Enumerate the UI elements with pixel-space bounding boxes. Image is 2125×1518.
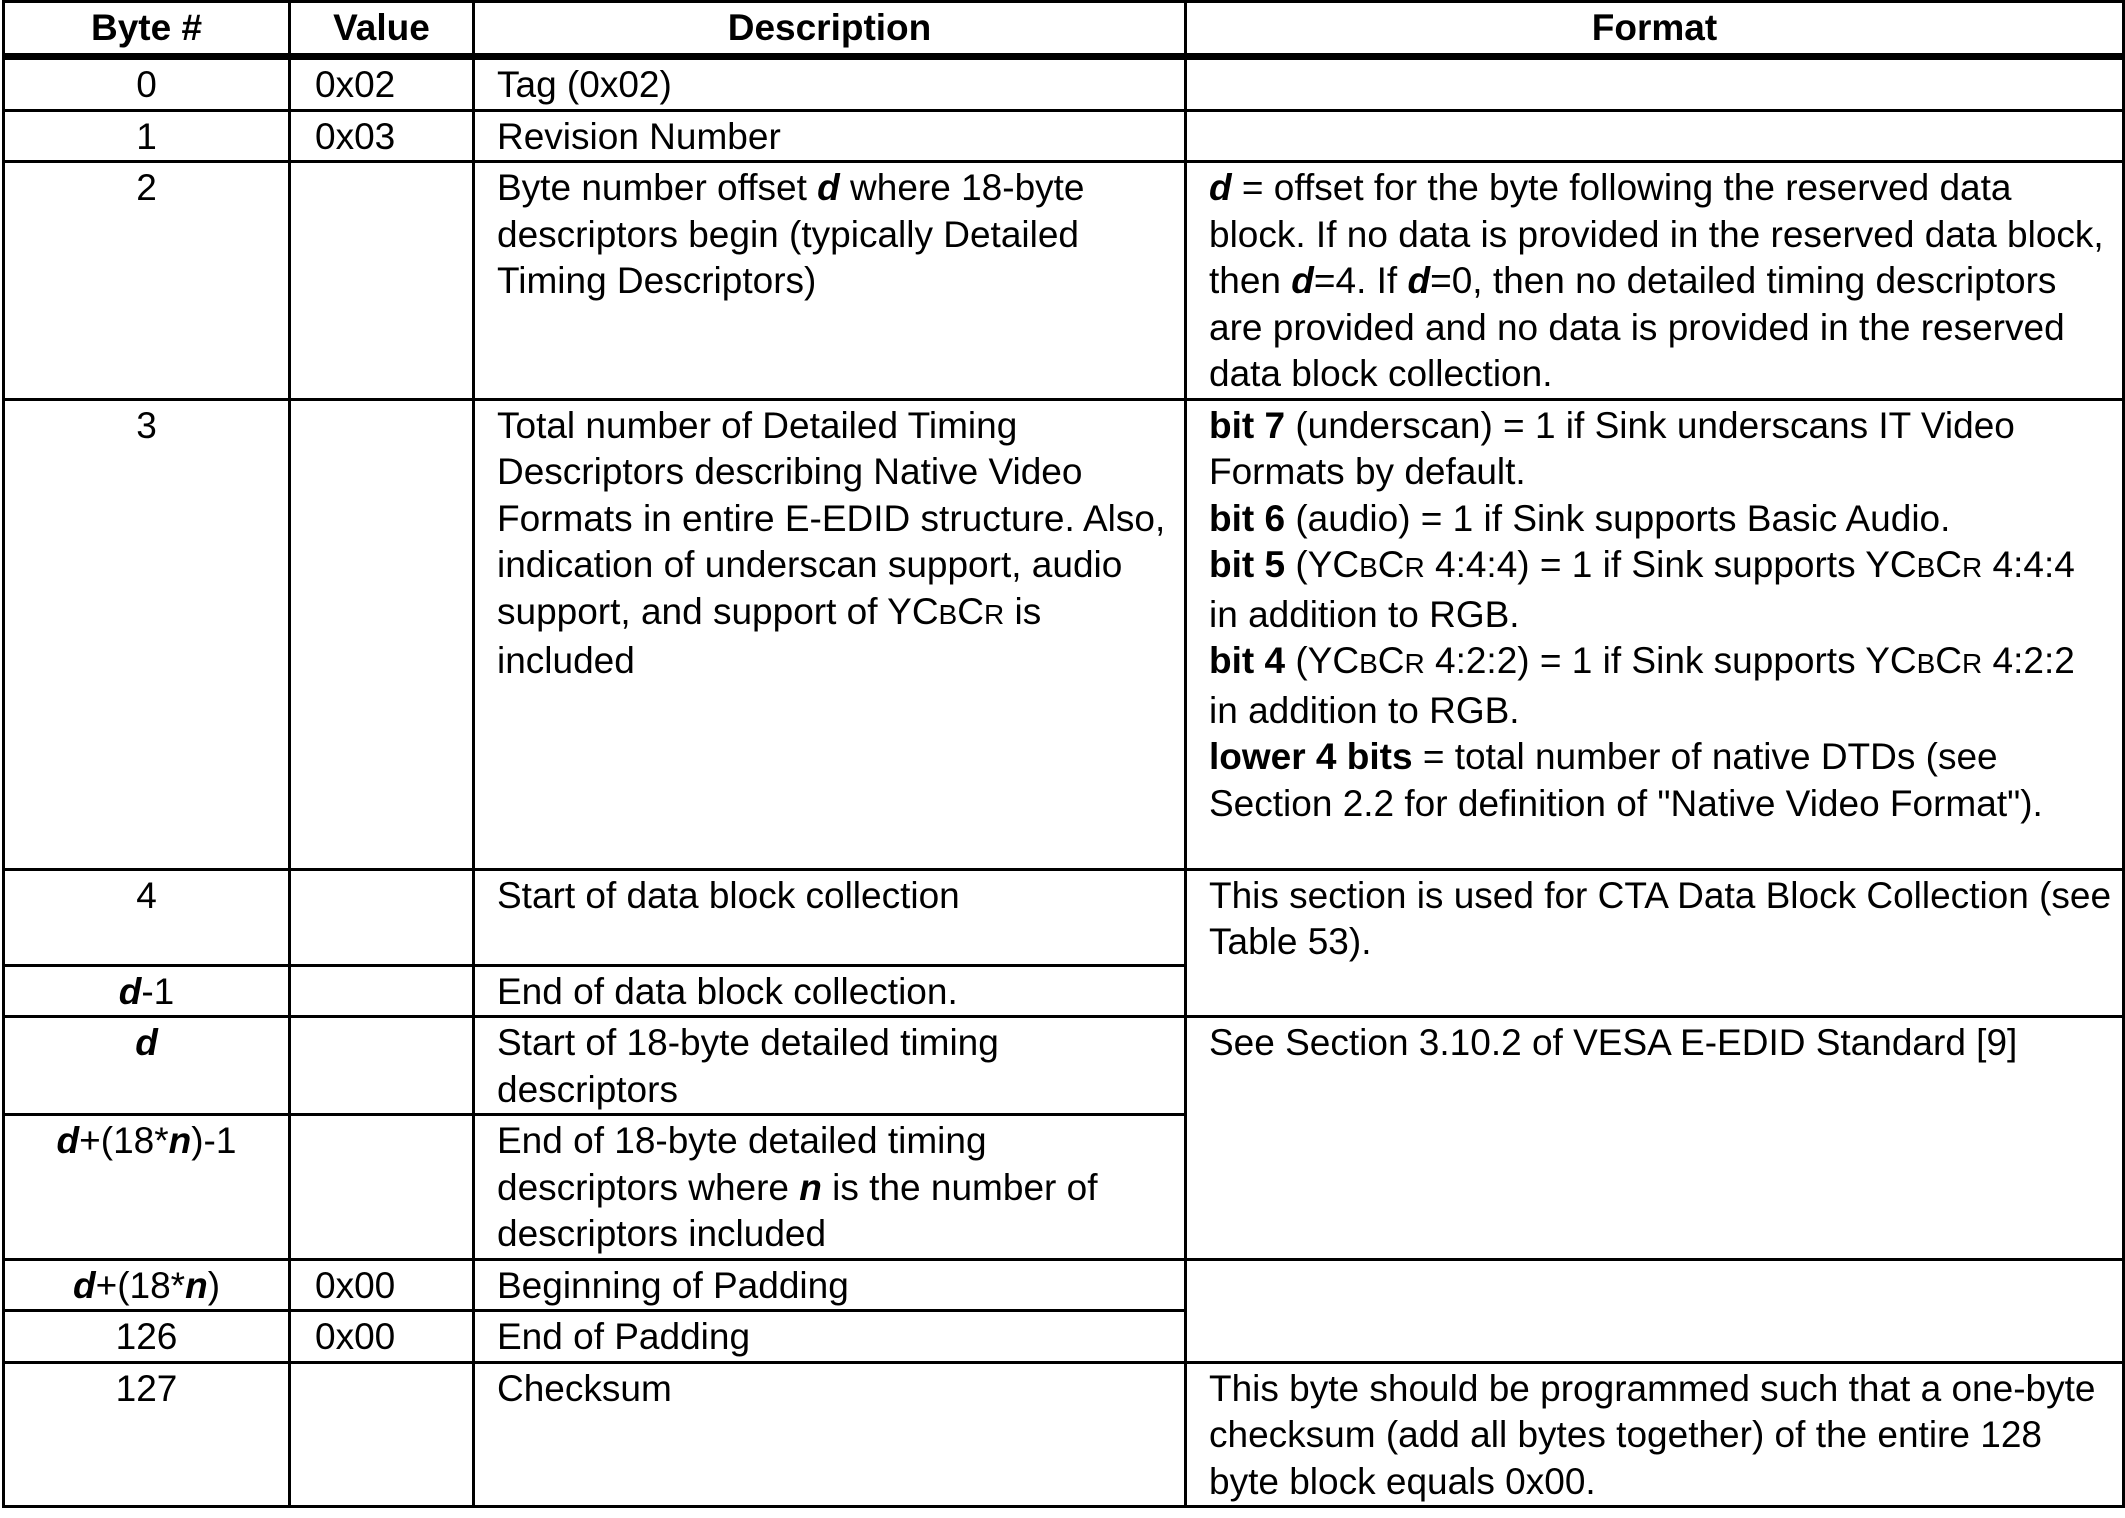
var-d: d [135,1022,158,1063]
table-row [4,1362,2124,1507]
table-row [4,1259,2124,1311]
value-cell: 0x02 [290,57,474,111]
byte-cell: 0 [4,57,290,111]
fmt-text: =0, then no detailed timing descriptors are provided and no data is provided in the reserved data block collection. [1209,260,2065,394]
description-cell: Tag (0x02) [474,57,1186,111]
subscript: B [1359,648,1378,679]
format-cell [1186,57,2124,111]
format-cell [1186,110,2124,162]
value-cell [290,965,474,1017]
header-format: Format [1186,2,2124,57]
bit-label: lower 4 bits [1209,736,1413,777]
var-d: d [118,970,142,1012]
desc-text: End of 18-byte detailed timing descriptors where [497,1120,987,1208]
format-cell: This section is used for CTA Data Block Collection (see Table 53). [1186,869,2124,1017]
byte-cell: 126 [4,1311,290,1363]
byte-text: ) [207,1264,221,1306]
subscript: R [1962,552,1983,583]
fmt-text: (YC [1285,640,1360,681]
description-cell [474,1115,1186,1260]
header-row [4,2,2124,57]
table-row [4,110,2124,162]
desc-text: Byte number offset [497,167,818,208]
table-row [4,162,2124,400]
description-cell: End of data block collection. [474,965,1186,1017]
fmt-text: (YC [1285,544,1360,585]
subscript: B [938,598,958,630]
byte-cell [4,1115,290,1260]
var-d: d [1291,260,1314,301]
value-cell [290,1362,474,1507]
table-row [4,869,2124,965]
fmt-text: C [1377,544,1405,585]
fmt-text: 4:2:2) = 1 if Sink supports YC [1424,640,1917,681]
fmt-text: =4. If [1313,260,1408,301]
fmt-text: 4:4:4 in addition to RGB. [1209,544,2075,635]
subscript: R [983,598,1005,630]
byte-cell [4,965,290,1017]
subscript: R [1962,648,1983,679]
format-cell [1186,399,2124,869]
value-cell [290,1115,474,1260]
byte-cell: 2 [4,162,290,400]
table-row [4,57,2124,111]
byte-text: +(18* [95,1264,186,1306]
byte-cell [4,1017,290,1115]
byte-cell [4,1259,290,1311]
var-n: n [799,1166,822,1208]
desc-text: is included [497,590,1042,681]
bit6-line [1209,496,2112,543]
description-cell: Revision Number [474,110,1186,162]
desc-text: is the number of descriptors included [497,1166,1098,1254]
byte-text: )-1 [191,1120,237,1161]
byte-cell: 1 [4,110,290,162]
bit7-line [1209,403,2112,496]
subscript: R [1404,648,1425,679]
byte-cell: 4 [4,869,290,965]
byte-cell: 127 [4,1362,290,1507]
table-row [4,399,2124,869]
fmt-text: 4:2:2 in addition to RGB. [1209,640,2075,731]
lower-bits-line [1209,734,2112,827]
format-cell: This byte should be programmed such that a one-byte checksum (add all bytes together) of the entire 128 byte block equals 0x00. [1186,1362,2124,1507]
value-cell [290,1017,474,1115]
value-cell [290,162,474,400]
value-cell: 0x00 [290,1311,474,1363]
byte-cell: 3 [4,399,290,869]
description-cell [474,399,1186,869]
var-n: n [185,1264,208,1306]
desc-text: C [957,590,984,632]
description-cell: Start of 18-byte detailed timing descriptors [474,1017,1186,1115]
description-cell: Start of data block collection [474,869,1186,965]
fmt-text: C [1935,640,1963,681]
fmt-text: (underscan) = 1 if Sink underscans IT Video Formats by default. [1209,404,2015,492]
fmt-text: = total number of native DTDs (see Section 2.2 for definition of "Native Video Format"). [1209,736,2043,824]
bit-label: bit 6 [1209,497,1286,539]
subscript: R [1404,552,1425,583]
var-d: d [1209,167,1232,208]
header-value: Value [290,2,474,57]
var-d: d [817,167,840,208]
description-cell: Beginning of Padding [474,1259,1186,1311]
table-row [4,1017,2124,1115]
var-d: d [1407,260,1431,301]
fmt-text: C [1377,640,1405,681]
header-description: Description [474,2,1186,57]
bit-label: bit 7 [1209,404,1286,446]
value-cell: 0x00 [290,1259,474,1311]
subscript: B [1359,552,1378,583]
byte-text: -1 [141,970,175,1012]
format-cell [1186,1259,2124,1362]
description-cell: End of Padding [474,1311,1186,1363]
format-cell: See Section 3.10.2 of VESA E-EDID Standard [9] [1186,1017,2124,1260]
fmt-text: (audio) = 1 if Sink supports Basic Audio. [1285,497,1951,539]
byte-text: +(18* [79,1120,169,1161]
description-cell: Checksum [474,1362,1186,1507]
value-cell [290,399,474,869]
value-cell: 0x03 [290,110,474,162]
bit4-line [1209,638,2112,734]
value-cell [290,869,474,965]
subscript: B [1916,648,1936,679]
fmt-text: 4:4:4) = 1 if Sink supports YC [1424,544,1917,585]
fmt-text: C [1935,544,1963,585]
bit5-line [1209,542,2112,638]
bit-label: bit 5 [1209,544,1286,585]
var-d: d [56,1120,80,1161]
desc-text: Total number of Detailed Timing Descriptors describing Native Video Formats in entire E-EDID structure. Also, indication of underscan support, audio support, and support of YC [497,404,1166,632]
var-n: n [168,1120,192,1161]
subscript: B [1916,552,1936,583]
format-cell [1186,162,2124,400]
bit-label: bit 4 [1209,640,1286,681]
fmt-text: = offset for the byte following the reserved data block. If no data is provided in the reserved data block, then [1209,167,2104,301]
var-d: d [72,1264,96,1306]
desc-text: where 18-byte descriptors begin (typically Detailed Timing Descriptors) [497,167,1085,301]
description-cell [474,162,1186,400]
header-byte: Byte # [4,2,290,57]
edid-extension-table [2,0,2125,1508]
